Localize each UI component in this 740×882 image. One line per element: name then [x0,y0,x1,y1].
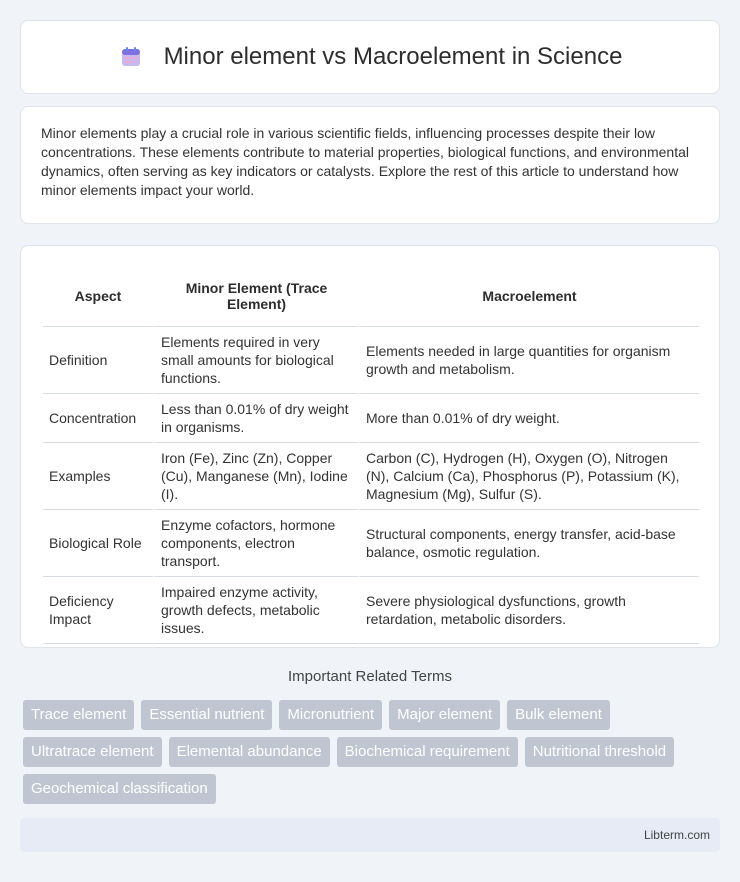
tag-nutritional-threshold[interactable]: Nutritional threshold [525,737,674,767]
related-terms-list [23,700,723,804]
row-aspect: Examples [43,443,153,510]
header-aspect: Aspect [43,265,153,327]
tag-bulk-element[interactable]: Bulk element [507,700,610,730]
footer-site-link[interactable]: Libterm.com [643,828,710,842]
table-row [43,510,699,577]
calendar-icon [118,44,144,70]
header-macroelement: Macroelement [358,265,699,327]
tag-elemental-abundance[interactable]: Elemental abundance [169,737,330,767]
tag-trace-element[interactable]: Trace element [23,700,134,730]
row-aspect: Deficiency Impact [43,577,153,644]
row-aspect: Definition [43,327,153,394]
row-minor: Iron (Fe), Zinc (Zn), Copper (Cu), Manganese (Mn), Iodine (I). [153,443,358,510]
intro-text: Minor elements play a crucial role in various scientific fields, influencing processes despite their low concentrations. These elements contribute to material properties, biological functions, and environmental dynamics, often serving as key indicators or catalysts. Explore the rest of this article to understand how minor elements impact your world. [41,125,689,198]
tag-geochemical-classification[interactable]: Geochemical classification [23,774,216,804]
related-terms-title: Important Related Terms [288,668,452,685]
row-minor: Less than 0.01% of dry weight in organisms. [153,394,358,443]
row-minor: Impaired enzyme activity, growth defects, metabolic issues. [153,577,358,644]
row-minor: Elements required in very small amounts for biological functions. [153,327,358,394]
row-macro: Elements needed in large quantities for organism growth and metabolism. [358,327,699,394]
row-macro: More than 0.01% of dry weight. [358,394,699,443]
tag-essential-nutrient[interactable]: Essential nutrient [141,700,272,730]
header-minor-element: Minor Element (Trace Element) [153,265,358,327]
comparison-table-card [20,245,720,648]
table-row [43,577,699,644]
table-row [43,443,699,510]
footer [20,818,720,852]
page-title: Minor element vs Macroelement in Science [163,43,623,70]
tag-ultratrace-element[interactable]: Ultratrace element [23,737,162,767]
row-macro: Structural components, energy transfer, acid-base balance, osmotic regulation. [358,510,699,577]
title-card [20,20,720,94]
row-macro: Carbon (C), Hydrogen (H), Oxygen (O), Nitrogen (N), Calcium (Ca), Phosphorus (P), Potassium (K), Magnesium (Mg), Sulfur (S). [358,443,699,510]
row-macro: Severe physiological dysfunctions, growth retardation, metabolic disorders. [358,577,699,644]
tag-major-element[interactable]: Major element [389,700,500,730]
row-minor: Enzyme cofactors, hormone components, electron transport. [153,510,358,577]
table-header-row [43,265,699,327]
row-aspect: Concentration [43,394,153,443]
intro-card [20,106,720,224]
tag-biochemical-requirement[interactable]: Biochemical requirement [337,737,518,767]
comparison-table [43,265,699,644]
table-row [43,327,699,394]
table-row [43,394,699,443]
row-aspect: Biological Role [43,510,153,577]
tag-micronutrient[interactable]: Micronutrient [279,700,382,730]
